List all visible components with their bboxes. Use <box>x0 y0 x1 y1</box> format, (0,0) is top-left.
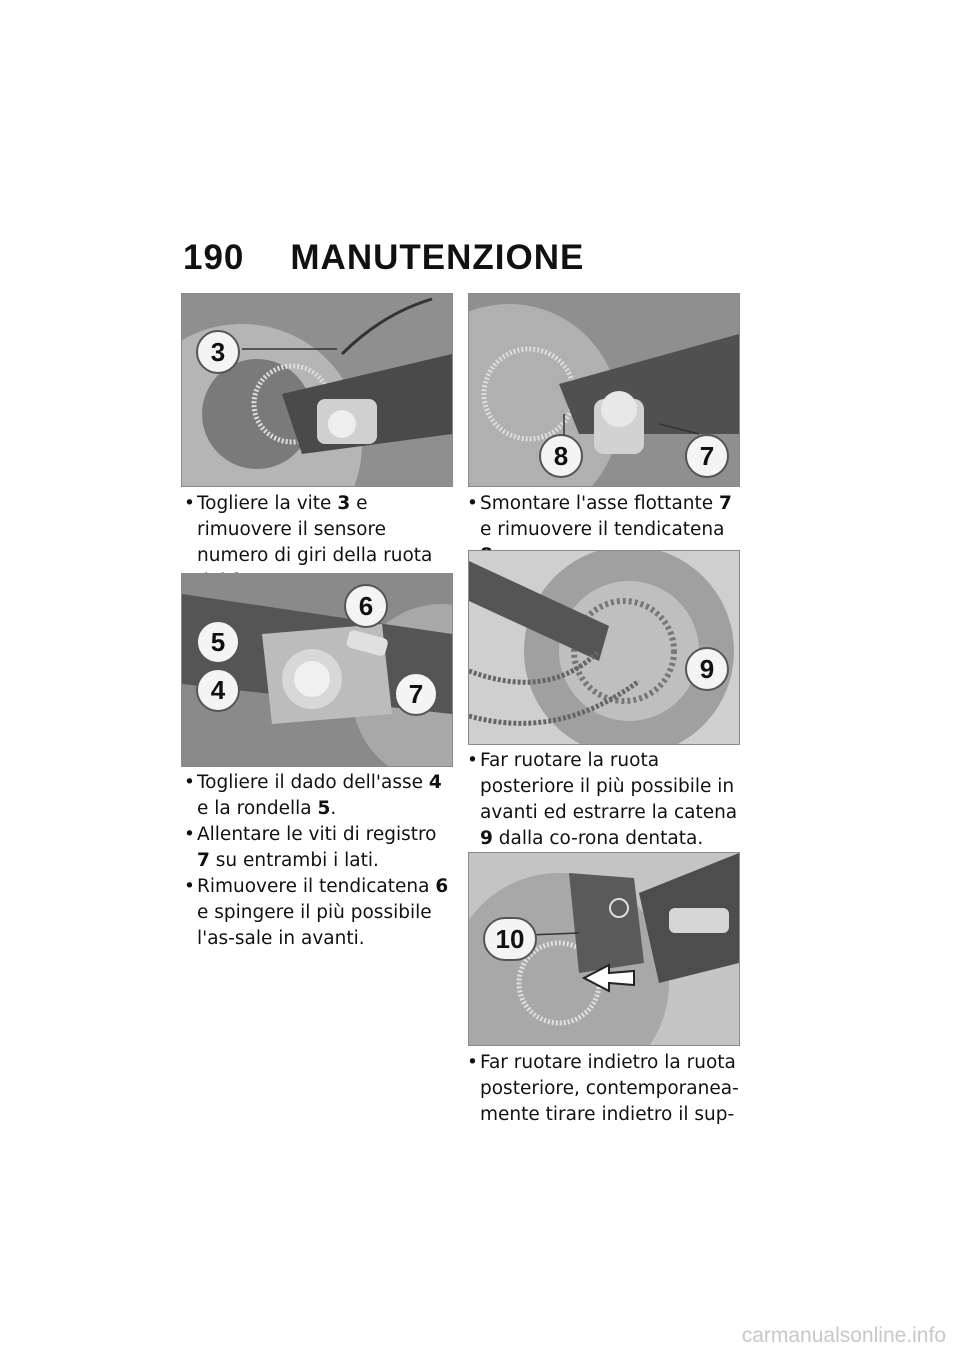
callout-5: 5 <box>196 620 240 664</box>
step-item: • Rimuovere il tendicatena 6 e spingere il più possibile l'as-sale in avanti. <box>184 874 454 952</box>
callout-6: 6 <box>344 584 388 628</box>
step-item: • Far ruotare la ruota posteriore il più possibile in avanti ed estrarre la catena 9 dalla co-rona dentata. <box>467 748 739 852</box>
page-number: 190 <box>183 238 245 277</box>
page-title: MANUTENZIONE <box>290 238 585 277</box>
step-text-6 <box>467 748 739 852</box>
step-text-3 <box>184 770 454 952</box>
callout-10: 10 <box>483 917 537 961</box>
figure-brake-caliper <box>468 852 740 1046</box>
step-item: • Far ruotare indietro la ruota posteriore, contemporanea-mente tirare indietro il sup- <box>467 1050 739 1128</box>
figure-axle-removal <box>468 293 740 487</box>
step-item: • Togliere la vite 3 e rimuovere il sensore numero di giri della ruota <box>184 491 454 595</box>
figure-chain <box>468 550 740 745</box>
callout-8: 8 <box>539 434 583 478</box>
callout-7: 7 <box>685 434 729 478</box>
callout-9: 9 <box>685 647 729 691</box>
watermark-text: carmanualsonline.info <box>741 1324 946 1347</box>
figure-axle-nut <box>181 573 453 767</box>
step-item: • Allentare le viti di registro 7 su entrambi i lati. <box>184 822 454 874</box>
callout-7: 7 <box>394 672 438 716</box>
callout-4: 4 <box>196 668 240 712</box>
callout-3: 3 <box>196 330 240 374</box>
step-item: • Smontare l'asse flottante 7 e rimuovere il tendicatena <box>467 491 739 569</box>
figure-speed-sensor <box>181 293 453 487</box>
speed-sensor-illustration <box>182 294 452 486</box>
page-header <box>183 238 584 278</box>
step-text-7 <box>467 1050 739 1128</box>
step-item: • Togliere il dado dell'asse 4 e la rondella 5. <box>184 770 454 822</box>
